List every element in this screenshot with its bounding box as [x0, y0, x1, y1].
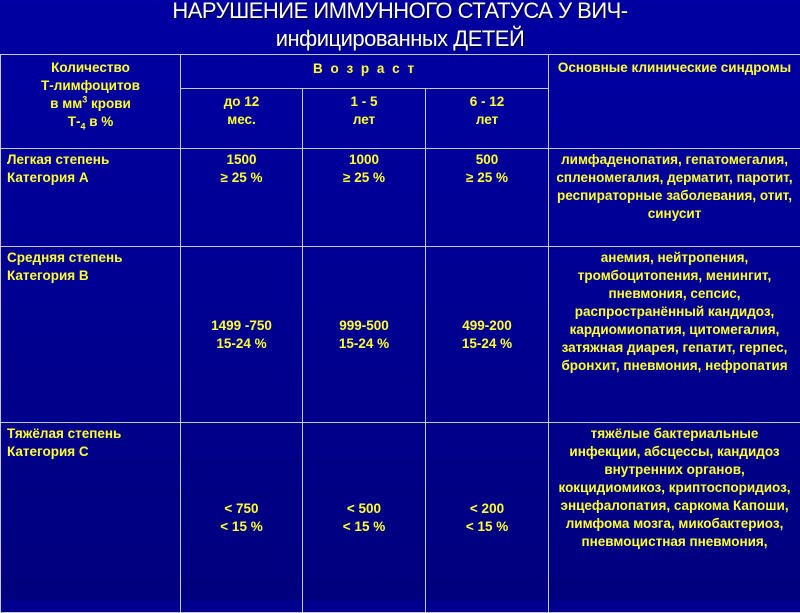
header-qty-line-1: Количество	[7, 59, 174, 77]
header-age-1-5-years: 1 - 5 лет	[303, 89, 426, 149]
table-cell: < 750 < 15 %	[181, 423, 303, 613]
header-syndromes: Основные клинические синдромы	[549, 55, 800, 149]
row-category-moderate: Средняя степень Категория В	[1, 247, 181, 423]
header-lymphocyte-count	[1, 55, 181, 149]
table-cell: 999-500 15-24 %	[303, 247, 426, 423]
table-cell: 499-200 15-24 %	[426, 247, 549, 423]
header-qty-line-4-post: в %	[85, 114, 113, 129]
title-line-1: НАРУШЕНИЕ ИММУННОГО СТАТУСА У ВИЧ-	[0, 0, 800, 25]
row-syndromes-mild: лимфаденопатия, гепатомегалия, спленомегалия, дерматит, паротит, респираторные заболевания, отит, синусит	[549, 149, 800, 247]
table-row	[1, 247, 800, 423]
header-age-under-12-months: до 12 мес.	[181, 89, 303, 149]
immune-status-table	[0, 54, 800, 613]
header-row	[1, 55, 800, 89]
table-row	[1, 423, 800, 613]
row-syndromes-severe: тяжёлые бактериальные инфекции, абсцессы, кандидоз внутренних органов, кокцидиомикоз, криптоспоридиоз, энцефалопатия, саркома Капоши, лимфома мозга, микобактериоз, пневмоцистная пневмония,	[549, 423, 800, 613]
row-syndromes-moderate: анемия, нейтропения, тромбоцитопения, менингит, пневмония, сепсис, распространённый кандидоз, кардиомиопатия, цитомегалия, затяжная диарея, гепатит, герпес, бронхит, пневмония, нефропатия	[549, 247, 800, 423]
header-age-6-12-years: 6 - 12 лет	[426, 89, 549, 149]
slide-title	[0, 0, 800, 53]
header-qty-line-2: Т-лимфоцитов	[7, 77, 174, 95]
table-cell: 1000 ≥ 25 %	[303, 149, 426, 247]
header-qty-line-3	[7, 95, 174, 113]
table-cell: 1499 -750 15-24 %	[181, 247, 303, 423]
header-age: В о з р а с т	[181, 55, 549, 89]
header-qty-line-3-sup: 3	[82, 95, 87, 105]
header-qty-line-3-pre: в мм	[50, 96, 82, 111]
header-qty-line-3-post: крови	[87, 96, 131, 111]
table-cell: < 200 < 15 %	[426, 423, 549, 613]
title-line-2: инфицированных ДЕТЕЙ	[0, 25, 800, 53]
table-cell: 500 ≥ 25 %	[426, 149, 549, 247]
header-qty-line-4-sub: 4	[80, 122, 85, 132]
header-qty-line-4-pre: Т-	[68, 114, 81, 129]
table-cell: 1500 ≥ 25 %	[181, 149, 303, 247]
header-qty-line-4	[7, 113, 174, 131]
row-category-mild: Легкая степень Категория А	[1, 149, 181, 247]
table-row	[1, 149, 800, 247]
table-cell: < 500 < 15 %	[303, 423, 426, 613]
row-category-severe: Тяжёлая степень Категория С	[1, 423, 181, 613]
